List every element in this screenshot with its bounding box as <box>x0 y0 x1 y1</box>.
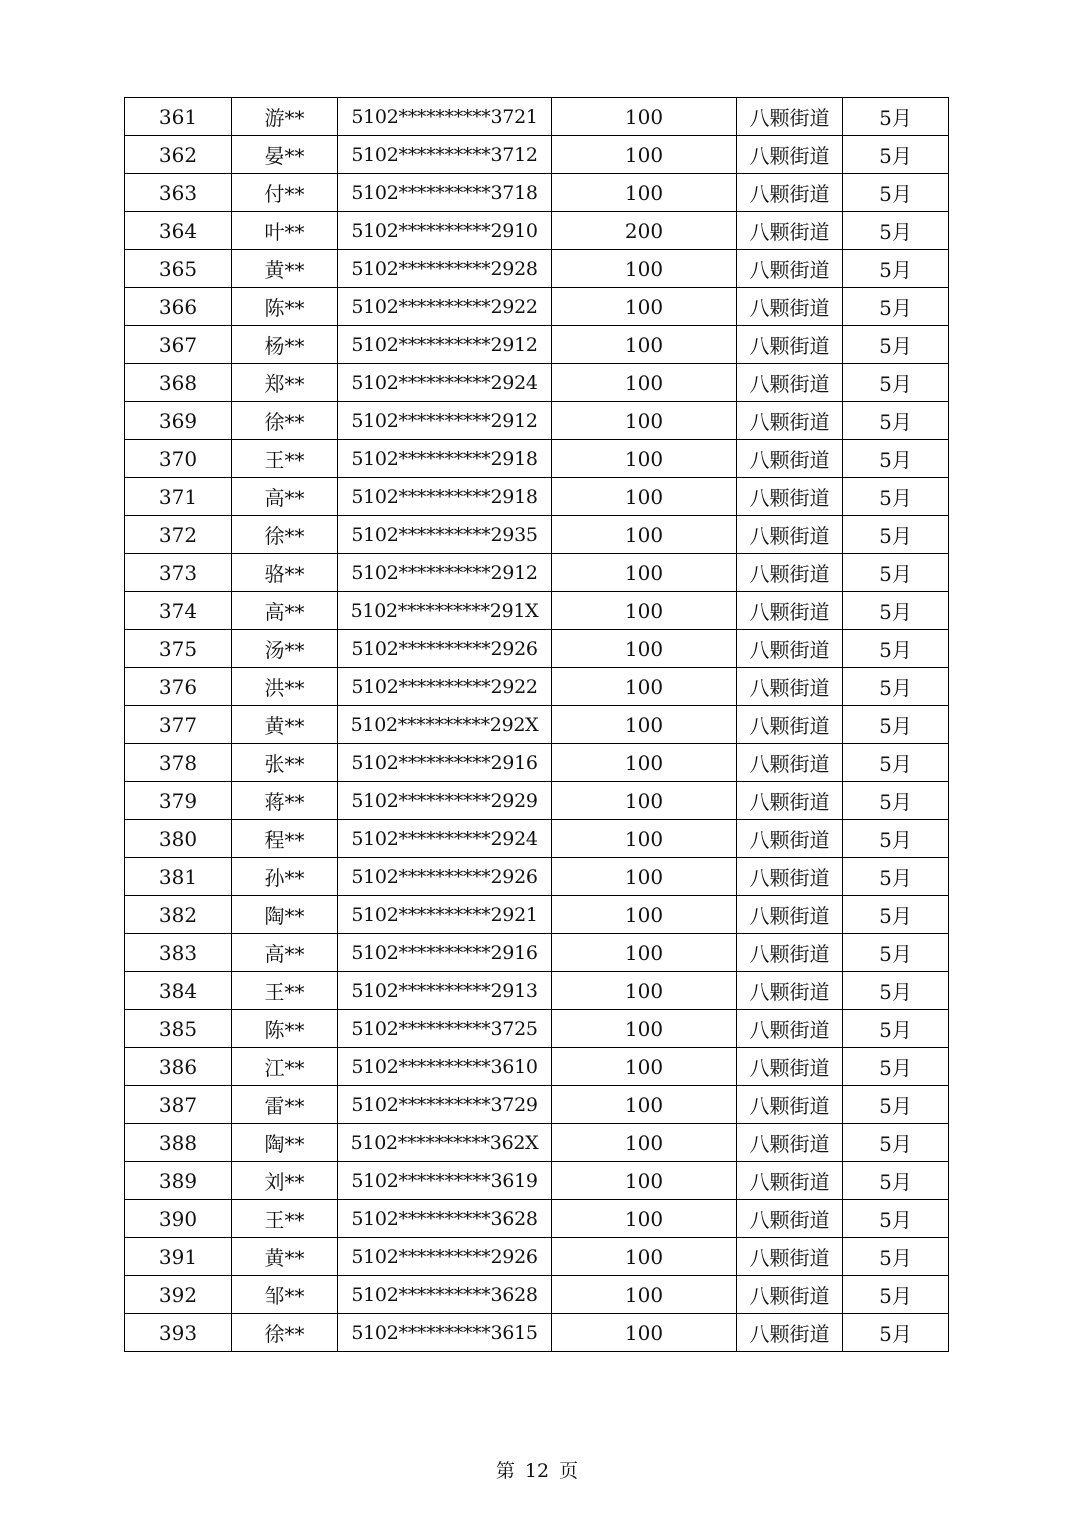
street-cell: 八颗街道 <box>737 972 843 1010</box>
table-row <box>125 630 949 668</box>
row-number-cell: 364 <box>125 212 232 250</box>
table-row <box>125 858 949 896</box>
street-cell: 八颗街道 <box>737 706 843 744</box>
month-cell: 5月 <box>843 706 949 744</box>
month-cell: 5月 <box>843 364 949 402</box>
street-cell: 八颗街道 <box>737 364 843 402</box>
data-table <box>124 97 949 1352</box>
row-number-cell: 392 <box>125 1276 232 1314</box>
street-cell: 八颗街道 <box>737 250 843 288</box>
street-cell: 八颗街道 <box>737 1124 843 1162</box>
month-cell: 5月 <box>843 250 949 288</box>
amount-cell: 100 <box>552 896 737 934</box>
name-cell: 汤** <box>232 630 338 668</box>
month-cell: 5月 <box>843 1048 949 1086</box>
row-number-cell: 373 <box>125 554 232 592</box>
month-cell: 5月 <box>843 934 949 972</box>
name-cell: 郑** <box>232 364 338 402</box>
id-number-cell: 5102**********2912 <box>338 402 552 440</box>
amount-cell: 100 <box>552 250 737 288</box>
name-cell: 王** <box>232 972 338 1010</box>
month-cell: 5月 <box>843 212 949 250</box>
row-number-cell: 388 <box>125 1124 232 1162</box>
id-number-cell: 5102**********2912 <box>338 326 552 364</box>
name-cell: 江** <box>232 1048 338 1086</box>
id-number-cell: 5102**********2922 <box>338 288 552 326</box>
row-number-cell: 374 <box>125 592 232 630</box>
name-cell: 张** <box>232 744 338 782</box>
street-cell: 八颗街道 <box>737 1048 843 1086</box>
table-row <box>125 174 949 212</box>
table-row <box>125 554 949 592</box>
id-number-cell: 5102**********2912 <box>338 554 552 592</box>
amount-cell: 100 <box>552 630 737 668</box>
table-row <box>125 1048 949 1086</box>
month-cell: 5月 <box>843 136 949 174</box>
amount-cell: 100 <box>552 440 737 478</box>
table-row <box>125 1276 949 1314</box>
name-cell: 黄** <box>232 1238 338 1276</box>
street-cell: 八颗街道 <box>737 98 843 136</box>
month-cell: 5月 <box>843 858 949 896</box>
amount-cell: 100 <box>552 98 737 136</box>
amount-cell: 100 <box>552 1276 737 1314</box>
month-cell: 5月 <box>843 1162 949 1200</box>
amount-cell: 100 <box>552 516 737 554</box>
id-number-cell: 5102**********3619 <box>338 1162 552 1200</box>
name-cell: 陶** <box>232 896 338 934</box>
street-cell: 八颗街道 <box>737 592 843 630</box>
row-number-cell: 375 <box>125 630 232 668</box>
row-number-cell: 366 <box>125 288 232 326</box>
name-cell: 陈** <box>232 288 338 326</box>
name-cell: 邹** <box>232 1276 338 1314</box>
street-cell: 八颗街道 <box>737 440 843 478</box>
amount-cell: 100 <box>552 1010 737 1048</box>
amount-cell: 100 <box>552 1048 737 1086</box>
name-cell: 杨** <box>232 326 338 364</box>
id-number-cell: 5102**********2935 <box>338 516 552 554</box>
table-row <box>125 288 949 326</box>
month-cell: 5月 <box>843 554 949 592</box>
table-row <box>125 98 949 136</box>
id-number-cell: 5102**********2926 <box>338 1238 552 1276</box>
table-row <box>125 402 949 440</box>
amount-cell: 100 <box>552 136 737 174</box>
street-cell: 八颗街道 <box>737 174 843 212</box>
name-cell: 陈** <box>232 1010 338 1048</box>
month-cell: 5月 <box>843 896 949 934</box>
amount-cell: 100 <box>552 326 737 364</box>
month-cell: 5月 <box>843 1200 949 1238</box>
amount-cell: 100 <box>552 972 737 1010</box>
street-cell: 八颗街道 <box>737 326 843 364</box>
name-cell: 叶** <box>232 212 338 250</box>
month-cell: 5月 <box>843 478 949 516</box>
row-number-cell: 376 <box>125 668 232 706</box>
id-number-cell: 5102**********291X <box>338 592 552 630</box>
name-cell: 徐** <box>232 1314 338 1352</box>
street-cell: 八颗街道 <box>737 744 843 782</box>
id-number-cell: 5102**********3718 <box>338 174 552 212</box>
id-number-cell: 5102**********2918 <box>338 440 552 478</box>
id-number-cell: 5102**********3628 <box>338 1200 552 1238</box>
month-cell: 5月 <box>843 1124 949 1162</box>
name-cell: 王** <box>232 1200 338 1238</box>
street-cell: 八颗街道 <box>737 630 843 668</box>
name-cell: 洪** <box>232 668 338 706</box>
row-number-cell: 390 <box>125 1200 232 1238</box>
row-number-cell: 372 <box>125 516 232 554</box>
street-cell: 八颗街道 <box>737 516 843 554</box>
street-cell: 八颗街道 <box>737 288 843 326</box>
name-cell: 付** <box>232 174 338 212</box>
month-cell: 5月 <box>843 782 949 820</box>
id-number-cell: 5102**********3729 <box>338 1086 552 1124</box>
name-cell: 程** <box>232 820 338 858</box>
id-number-cell: 5102**********2926 <box>338 630 552 668</box>
month-cell: 5月 <box>843 174 949 212</box>
amount-cell: 100 <box>552 782 737 820</box>
amount-cell: 100 <box>552 1086 737 1124</box>
month-cell: 5月 <box>843 98 949 136</box>
name-cell: 黄** <box>232 250 338 288</box>
row-number-cell: 387 <box>125 1086 232 1124</box>
id-number-cell: 5102**********2924 <box>338 364 552 402</box>
amount-cell: 100 <box>552 706 737 744</box>
id-number-cell: 5102**********3712 <box>338 136 552 174</box>
row-number-cell: 363 <box>125 174 232 212</box>
street-cell: 八颗街道 <box>737 668 843 706</box>
month-cell: 5月 <box>843 744 949 782</box>
month-cell: 5月 <box>843 440 949 478</box>
name-cell: 高** <box>232 478 338 516</box>
month-cell: 5月 <box>843 668 949 706</box>
name-cell: 徐** <box>232 402 338 440</box>
name-cell: 游** <box>232 98 338 136</box>
amount-cell: 200 <box>552 212 737 250</box>
month-cell: 5月 <box>843 592 949 630</box>
id-number-cell: 5102**********2921 <box>338 896 552 934</box>
row-number-cell: 362 <box>125 136 232 174</box>
street-cell: 八颗街道 <box>737 478 843 516</box>
id-number-cell: 5102**********2916 <box>338 744 552 782</box>
id-number-cell: 5102**********3628 <box>338 1276 552 1314</box>
row-number-cell: 383 <box>125 934 232 972</box>
page-number: 第 12 页 <box>495 1460 579 1482</box>
id-number-cell: 5102**********2922 <box>338 668 552 706</box>
amount-cell: 100 <box>552 668 737 706</box>
table-row <box>125 1010 949 1048</box>
id-number-cell: 5102**********2924 <box>338 820 552 858</box>
street-cell: 八颗街道 <box>737 1200 843 1238</box>
row-number-cell: 382 <box>125 896 232 934</box>
street-cell: 八颗街道 <box>737 782 843 820</box>
name-cell: 蒋** <box>232 782 338 820</box>
street-cell: 八颗街道 <box>737 1086 843 1124</box>
row-number-cell: 393 <box>125 1314 232 1352</box>
amount-cell: 100 <box>552 364 737 402</box>
id-number-cell: 5102**********3615 <box>338 1314 552 1352</box>
amount-cell: 100 <box>552 592 737 630</box>
name-cell: 刘** <box>232 1162 338 1200</box>
table-row <box>125 1238 949 1276</box>
row-number-cell: 370 <box>125 440 232 478</box>
row-number-cell: 384 <box>125 972 232 1010</box>
table-body <box>125 98 949 1352</box>
name-cell: 孙** <box>232 858 338 896</box>
month-cell: 5月 <box>843 1238 949 1276</box>
street-cell: 八颗街道 <box>737 212 843 250</box>
row-number-cell: 367 <box>125 326 232 364</box>
amount-cell: 100 <box>552 934 737 972</box>
table-row <box>125 1086 949 1124</box>
name-cell: 陶** <box>232 1124 338 1162</box>
row-number-cell: 385 <box>125 1010 232 1048</box>
row-number-cell: 380 <box>125 820 232 858</box>
row-number-cell: 391 <box>125 1238 232 1276</box>
amount-cell: 100 <box>552 478 737 516</box>
row-number-cell: 389 <box>125 1162 232 1200</box>
street-cell: 八颗街道 <box>737 136 843 174</box>
table-row <box>125 1124 949 1162</box>
street-cell: 八颗街道 <box>737 858 843 896</box>
row-number-cell: 361 <box>125 98 232 136</box>
month-cell: 5月 <box>843 1276 949 1314</box>
id-number-cell: 5102**********2929 <box>338 782 552 820</box>
month-cell: 5月 <box>843 326 949 364</box>
amount-cell: 100 <box>552 1162 737 1200</box>
month-cell: 5月 <box>843 516 949 554</box>
table-row <box>125 896 949 934</box>
month-cell: 5月 <box>843 288 949 326</box>
name-cell: 雷** <box>232 1086 338 1124</box>
id-number-cell: 5102**********3725 <box>338 1010 552 1048</box>
table-row <box>125 326 949 364</box>
table-row <box>125 440 949 478</box>
name-cell: 王** <box>232 440 338 478</box>
row-number-cell: 386 <box>125 1048 232 1086</box>
month-cell: 5月 <box>843 1086 949 1124</box>
table-row <box>125 136 949 174</box>
id-number-cell: 5102**********3721 <box>338 98 552 136</box>
amount-cell: 100 <box>552 820 737 858</box>
name-cell: 高** <box>232 934 338 972</box>
street-cell: 八颗街道 <box>737 934 843 972</box>
amount-cell: 100 <box>552 858 737 896</box>
amount-cell: 100 <box>552 1314 737 1352</box>
month-cell: 5月 <box>843 972 949 1010</box>
street-cell: 八颗街道 <box>737 820 843 858</box>
table-row <box>125 706 949 744</box>
id-number-cell: 5102**********2916 <box>338 934 552 972</box>
row-number-cell: 381 <box>125 858 232 896</box>
table-row <box>125 668 949 706</box>
row-number-cell: 368 <box>125 364 232 402</box>
id-number-cell: 5102**********2926 <box>338 858 552 896</box>
amount-cell: 100 <box>552 1124 737 1162</box>
name-cell: 徐** <box>232 516 338 554</box>
amount-cell: 100 <box>552 554 737 592</box>
name-cell: 晏** <box>232 136 338 174</box>
street-cell: 八颗街道 <box>737 1276 843 1314</box>
month-cell: 5月 <box>843 1010 949 1048</box>
row-number-cell: 369 <box>125 402 232 440</box>
amount-cell: 100 <box>552 288 737 326</box>
table-row <box>125 212 949 250</box>
amount-cell: 100 <box>552 1200 737 1238</box>
table-row <box>125 250 949 288</box>
amount-cell: 100 <box>552 744 737 782</box>
id-number-cell: 5102**********2928 <box>338 250 552 288</box>
table-row <box>125 516 949 554</box>
amount-cell: 100 <box>552 1238 737 1276</box>
table-row <box>125 972 949 1010</box>
table-row <box>125 1162 949 1200</box>
name-cell: 黄** <box>232 706 338 744</box>
table-row <box>125 1314 949 1352</box>
row-number-cell: 365 <box>125 250 232 288</box>
id-number-cell: 5102**********362X <box>338 1124 552 1162</box>
id-number-cell: 5102**********2918 <box>338 478 552 516</box>
row-number-cell: 371 <box>125 478 232 516</box>
street-cell: 八颗街道 <box>737 554 843 592</box>
amount-cell: 100 <box>552 174 737 212</box>
id-number-cell: 5102**********3610 <box>338 1048 552 1086</box>
table-row <box>125 478 949 516</box>
month-cell: 5月 <box>843 820 949 858</box>
name-cell: 高** <box>232 592 338 630</box>
name-cell: 骆** <box>232 554 338 592</box>
row-number-cell: 378 <box>125 744 232 782</box>
street-cell: 八颗街道 <box>737 402 843 440</box>
table-row <box>125 782 949 820</box>
street-cell: 八颗街道 <box>737 1314 843 1352</box>
row-number-cell: 377 <box>125 706 232 744</box>
table-row <box>125 364 949 402</box>
street-cell: 八颗街道 <box>737 1010 843 1048</box>
month-cell: 5月 <box>843 402 949 440</box>
street-cell: 八颗街道 <box>737 1162 843 1200</box>
table-row <box>125 592 949 630</box>
month-cell: 5月 <box>843 1314 949 1352</box>
id-number-cell: 5102**********2913 <box>338 972 552 1010</box>
table-row <box>125 820 949 858</box>
row-number-cell: 379 <box>125 782 232 820</box>
street-cell: 八颗街道 <box>737 1238 843 1276</box>
table-row <box>125 934 949 972</box>
id-number-cell: 5102**********292X <box>338 706 552 744</box>
table-row <box>125 1200 949 1238</box>
table-row <box>125 744 949 782</box>
month-cell: 5月 <box>843 630 949 668</box>
amount-cell: 100 <box>552 402 737 440</box>
street-cell: 八颗街道 <box>737 896 843 934</box>
id-number-cell: 5102**********2910 <box>338 212 552 250</box>
